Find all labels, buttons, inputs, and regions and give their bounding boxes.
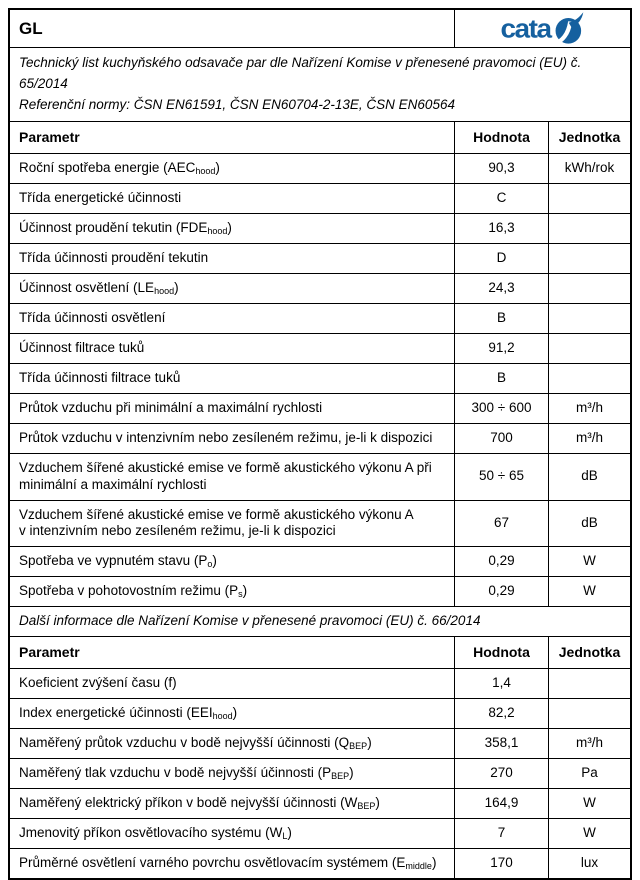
param-unit: [548, 334, 630, 363]
param-label: Index energetické účinnosti $(EEI_{hood})$: [19, 705, 238, 722]
table-row: [10, 333, 630, 363]
table-row: [10, 728, 630, 758]
logo-cell: [454, 10, 630, 47]
param-value: 358,1: [454, 729, 548, 758]
param-unit: lux: [548, 849, 630, 878]
param-unit: m³/h: [548, 729, 630, 758]
param-value: 67: [454, 501, 548, 547]
param-label: Průtok vzduchu v intenzivním nebo zesíleném režimu, je-li k dispozici: [19, 429, 433, 445]
param-label: Třída účinnosti osvětlení: [19, 309, 166, 325]
param-value: 300 ÷ 600: [454, 394, 548, 423]
param-label: Účinnost filtrace tuků: [19, 339, 145, 355]
column-header-hodnota: Hodnota: [454, 122, 548, 153]
param-unit: [548, 214, 630, 243]
param-value: 90,3: [454, 154, 548, 183]
param-label: Účinnost osvětlení $(LE_{hood})$: [19, 279, 179, 296]
param-label: Třída energetické účinnosti: [19, 189, 182, 205]
param-value: 700: [454, 424, 548, 453]
param-unit: W: [548, 577, 630, 606]
table-row: [10, 363, 630, 393]
param-label: Naměřený průtok vzduchu v bodě nejvyšší účinnosti $(Q_{BEP})$: [19, 735, 372, 752]
param-unit: m³/h: [548, 424, 630, 453]
column-header-parametr: Parametr: [19, 643, 80, 660]
table-row: [10, 500, 630, 547]
param-unit: [548, 274, 630, 303]
param-label: Naměřený elektrický příkon v bodě nejvyšší účinnosti $(W_{BEP})$: [19, 795, 380, 812]
param-unit: W: [548, 819, 630, 848]
param-label: Průtok vzduchu při minimální a maximální rychlosti: [19, 399, 323, 415]
param-unit: dB: [548, 501, 630, 547]
table-row: [10, 453, 630, 500]
param-unit: [548, 364, 630, 393]
param-value: 7: [454, 819, 548, 848]
param-unit: dB: [548, 454, 630, 500]
param-value: C: [454, 184, 548, 213]
table-row: [10, 546, 630, 576]
section2-note-row: [10, 606, 630, 636]
param-value: 0,29: [454, 547, 548, 576]
intro-row: [10, 47, 630, 121]
table-row: [10, 423, 630, 453]
param-label: Spotřeba ve vypnutém stavu $(P_o)$: [19, 553, 217, 570]
param-label: Koeficient zvýšení času (f): [19, 675, 177, 691]
table-row: [10, 153, 630, 183]
param-label: Třída účinnosti proudění tekutin: [19, 249, 209, 265]
param-label: Jmenovitý příkon osvětlovacího systému $(W_L)$: [19, 825, 292, 842]
param-unit: [548, 184, 630, 213]
param-label: Naměřený tlak vzduchu v bodě nejvyšší účinnosti $(P_{BEP})$: [19, 765, 354, 782]
param-label: Účinnost proudění tekutin $(FDE_{hood})$: [19, 219, 232, 236]
param-unit: kWh/rok: [548, 154, 630, 183]
table-row: [10, 393, 630, 423]
param-value: 82,2: [454, 699, 548, 728]
table-row: [10, 668, 630, 698]
param-label: Roční spotřeba energie $(AEC_{hood})$: [19, 159, 220, 176]
table-row: [10, 848, 630, 878]
param-value: 170: [454, 849, 548, 878]
table-row: [10, 273, 630, 303]
table-row: [10, 818, 630, 848]
column-header-parametr: Parametr: [19, 128, 80, 145]
column-header-hodnota: Hodnota: [454, 637, 548, 668]
table-row: [10, 758, 630, 788]
param-label: Průměrné osvětlení varného povrchu osvětlovacím systémem $(E_{middle})$: [19, 855, 437, 872]
table-row: [10, 698, 630, 728]
table1-header-row: [10, 121, 630, 153]
table-row: [10, 576, 630, 606]
param-value: 270: [454, 759, 548, 788]
param-value: B: [454, 364, 548, 393]
param-value: 1,4: [454, 669, 548, 698]
param-label: Vzduchem šířené akustické emise ve formě akustického výkonu A v intenzivním nebo zesíleném režimu, je-li k dispozici: [19, 506, 414, 539]
param-unit: Pa: [548, 759, 630, 788]
param-value: 16,3: [454, 214, 548, 243]
param-label: Třída účinnosti filtrace tuků: [19, 369, 181, 385]
param-label: Vzduchem šířené akustické emise ve formě akustického výkonu A při minimální a maximální rychlosti: [19, 459, 432, 492]
param-value: D: [454, 244, 548, 273]
column-header-jednotka: Jednotka: [548, 637, 630, 668]
intro-text: [10, 48, 630, 121]
model-title: GL: [19, 18, 43, 38]
cata-logo-mark: [554, 12, 585, 45]
param-unit: [548, 304, 630, 333]
param-value: 91,2: [454, 334, 548, 363]
intro-line-2: Referenční normy: ČSN EN61591, ČSN EN60704-2-13E, ČSN EN60564: [19, 96, 455, 112]
param-unit: [548, 669, 630, 698]
table-row: [10, 213, 630, 243]
table-row: [10, 788, 630, 818]
param-unit: m³/h: [548, 394, 630, 423]
table-row: [10, 183, 630, 213]
section2-note-text: Další informace dle Nařízení Komise v přenesené pravomoci (EU) č. 66/2014: [19, 613, 481, 629]
param-value: 50 ÷ 65: [454, 454, 548, 500]
param-label: Spotřeba v pohotovostním režimu $(P_s)$: [19, 583, 248, 600]
param-unit: [548, 244, 630, 273]
column-header-jednotka: Jednotka: [548, 122, 630, 153]
param-value: 164,9: [454, 789, 548, 818]
table-row: [10, 243, 630, 273]
cata-logo-text: cata: [500, 13, 551, 43]
header-row: [10, 10, 630, 47]
param-unit: W: [548, 547, 630, 576]
param-unit: [548, 699, 630, 728]
intro-line-1: Technický list kuchyňského odsavače par dle Nařízení Komise v přenesené pravomoci (EU) č. 65/2014: [19, 55, 582, 91]
param-unit: W: [548, 789, 630, 818]
cata-logo: [500, 12, 584, 45]
param-value: 24,3: [454, 274, 548, 303]
table2-header-row: [10, 636, 630, 668]
table-row: [10, 303, 630, 333]
param-value: B: [454, 304, 548, 333]
datasheet-table: [8, 8, 632, 880]
param-value: 0,29: [454, 577, 548, 606]
